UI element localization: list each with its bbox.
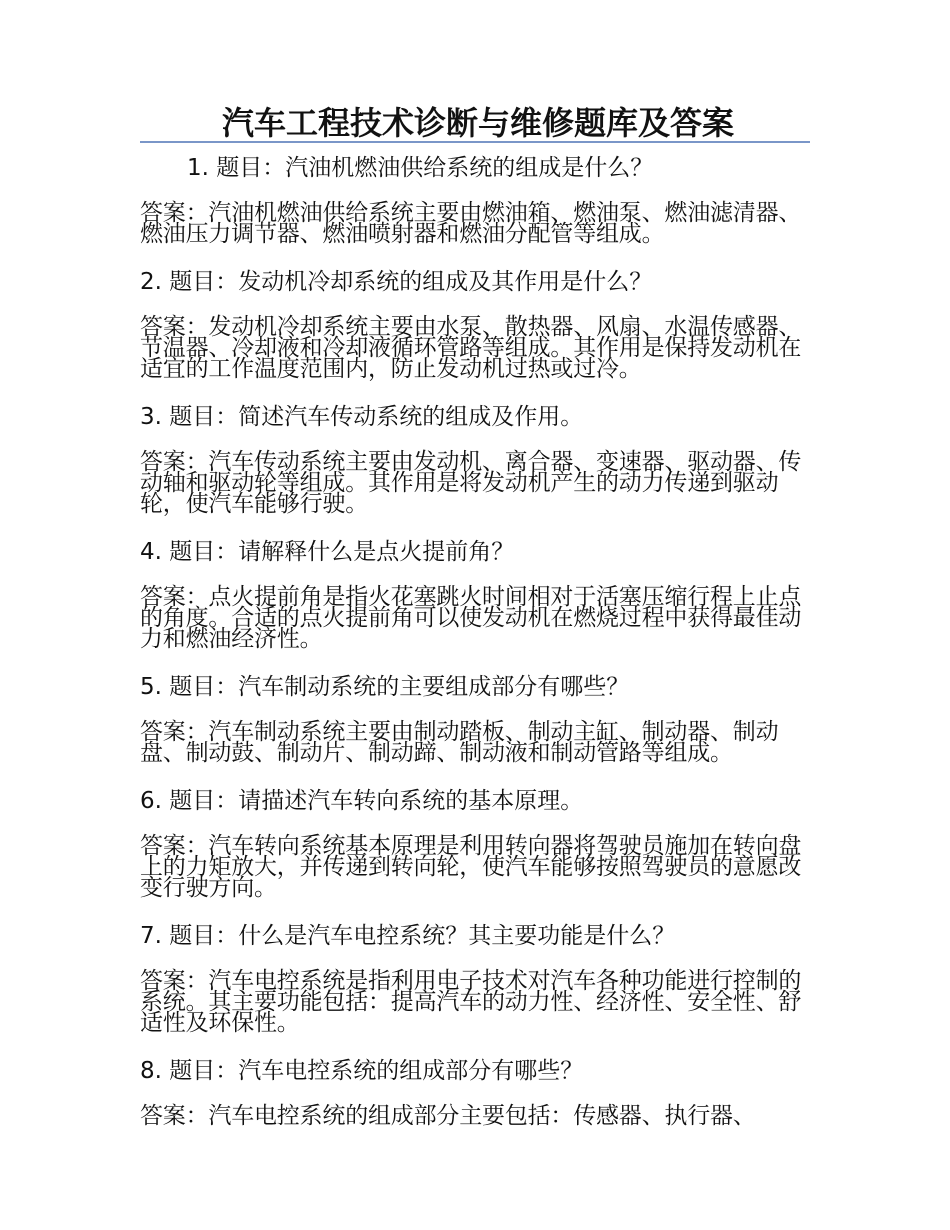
question-8: 8. 题目：汽车电控系统的组成部分有哪些？ xyxy=(140,1058,584,1084)
qa-list xyxy=(140,153,812,1127)
title-block xyxy=(140,103,810,143)
document-title: 汽车工程技术诊断与维修题库及答案 xyxy=(222,104,735,142)
answer-5: 答案：汽车制动系统主要由制动踏板、制动主缸、制动器、制动盘、制动鼓、制动片、制动蹄、制动液和制动管路等组成。 xyxy=(140,719,779,766)
answer-1: 答案：汽油机燃油供给系统主要由燃油箱、燃油泵、燃油滤清器、燃油压力调节器、燃油喷射器和燃油分配管等组成。 xyxy=(140,200,802,247)
answer-3: 答案：汽车传动系统主要由发动机、离合器、变速器、驱动器、传动轴和驱动轮等组成。其作用是将发动机产生的动力传递到驱动轮，使汽车能够行驶。 xyxy=(140,449,802,517)
question-7: 7. 题目：什么是汽车电控系统？其主要功能是什么？ xyxy=(140,923,676,949)
answer-8: 答案：汽车电控系统的组成部分主要包括：传感器、执行器、 xyxy=(140,1103,756,1129)
question-4: 4. 题目：请解释什么是点火提前角？ xyxy=(140,539,515,565)
question-3: 3. 题目：简述汽车传动系统的组成及作用。 xyxy=(140,404,584,430)
answer-7: 答案：汽车电控系统是指利用电子技术对汽车各种功能进行控制的系统。其主要功能包括：提高汽车的动力性、经济性、安全性、舒适性及环保性。 xyxy=(140,968,802,1036)
question-1: 1. 题目：汽油机燃油供给系统的组成是什么？ xyxy=(187,155,654,181)
answer-2: 答案：发动机冷却系统主要由水泵、散热器、风扇、水温传感器、节温器、冷却液和冷却液循环管路等组成。其作用是保持发动机在适宜的工作温度范围内，防止发动机过热或过冷。 xyxy=(140,314,802,382)
question-6: 6. 题目：请描述汽车转向系统的基本原理。 xyxy=(140,788,584,814)
answer-4: 答案：点火提前角是指火花塞跳火时间相对于活塞压缩行程上止点的角度。合适的点火提前角可以使发动机在燃烧过程中获得最佳动力和燃油经济性。 xyxy=(140,584,802,652)
answer-6: 答案：汽车转向系统基本原理是利用转向器将驾驶员施加在转向盘上的力矩放大，并传递到转向轮，使汽车能够按照驾驶员的意愿改变行驶方向。 xyxy=(140,833,802,901)
question-5: 5. 题目：汽车制动系统的主要组成部分有哪些？ xyxy=(140,674,630,700)
question-2: 2. 题目：发动机冷却系统的组成及其作用是什么？ xyxy=(140,269,653,295)
